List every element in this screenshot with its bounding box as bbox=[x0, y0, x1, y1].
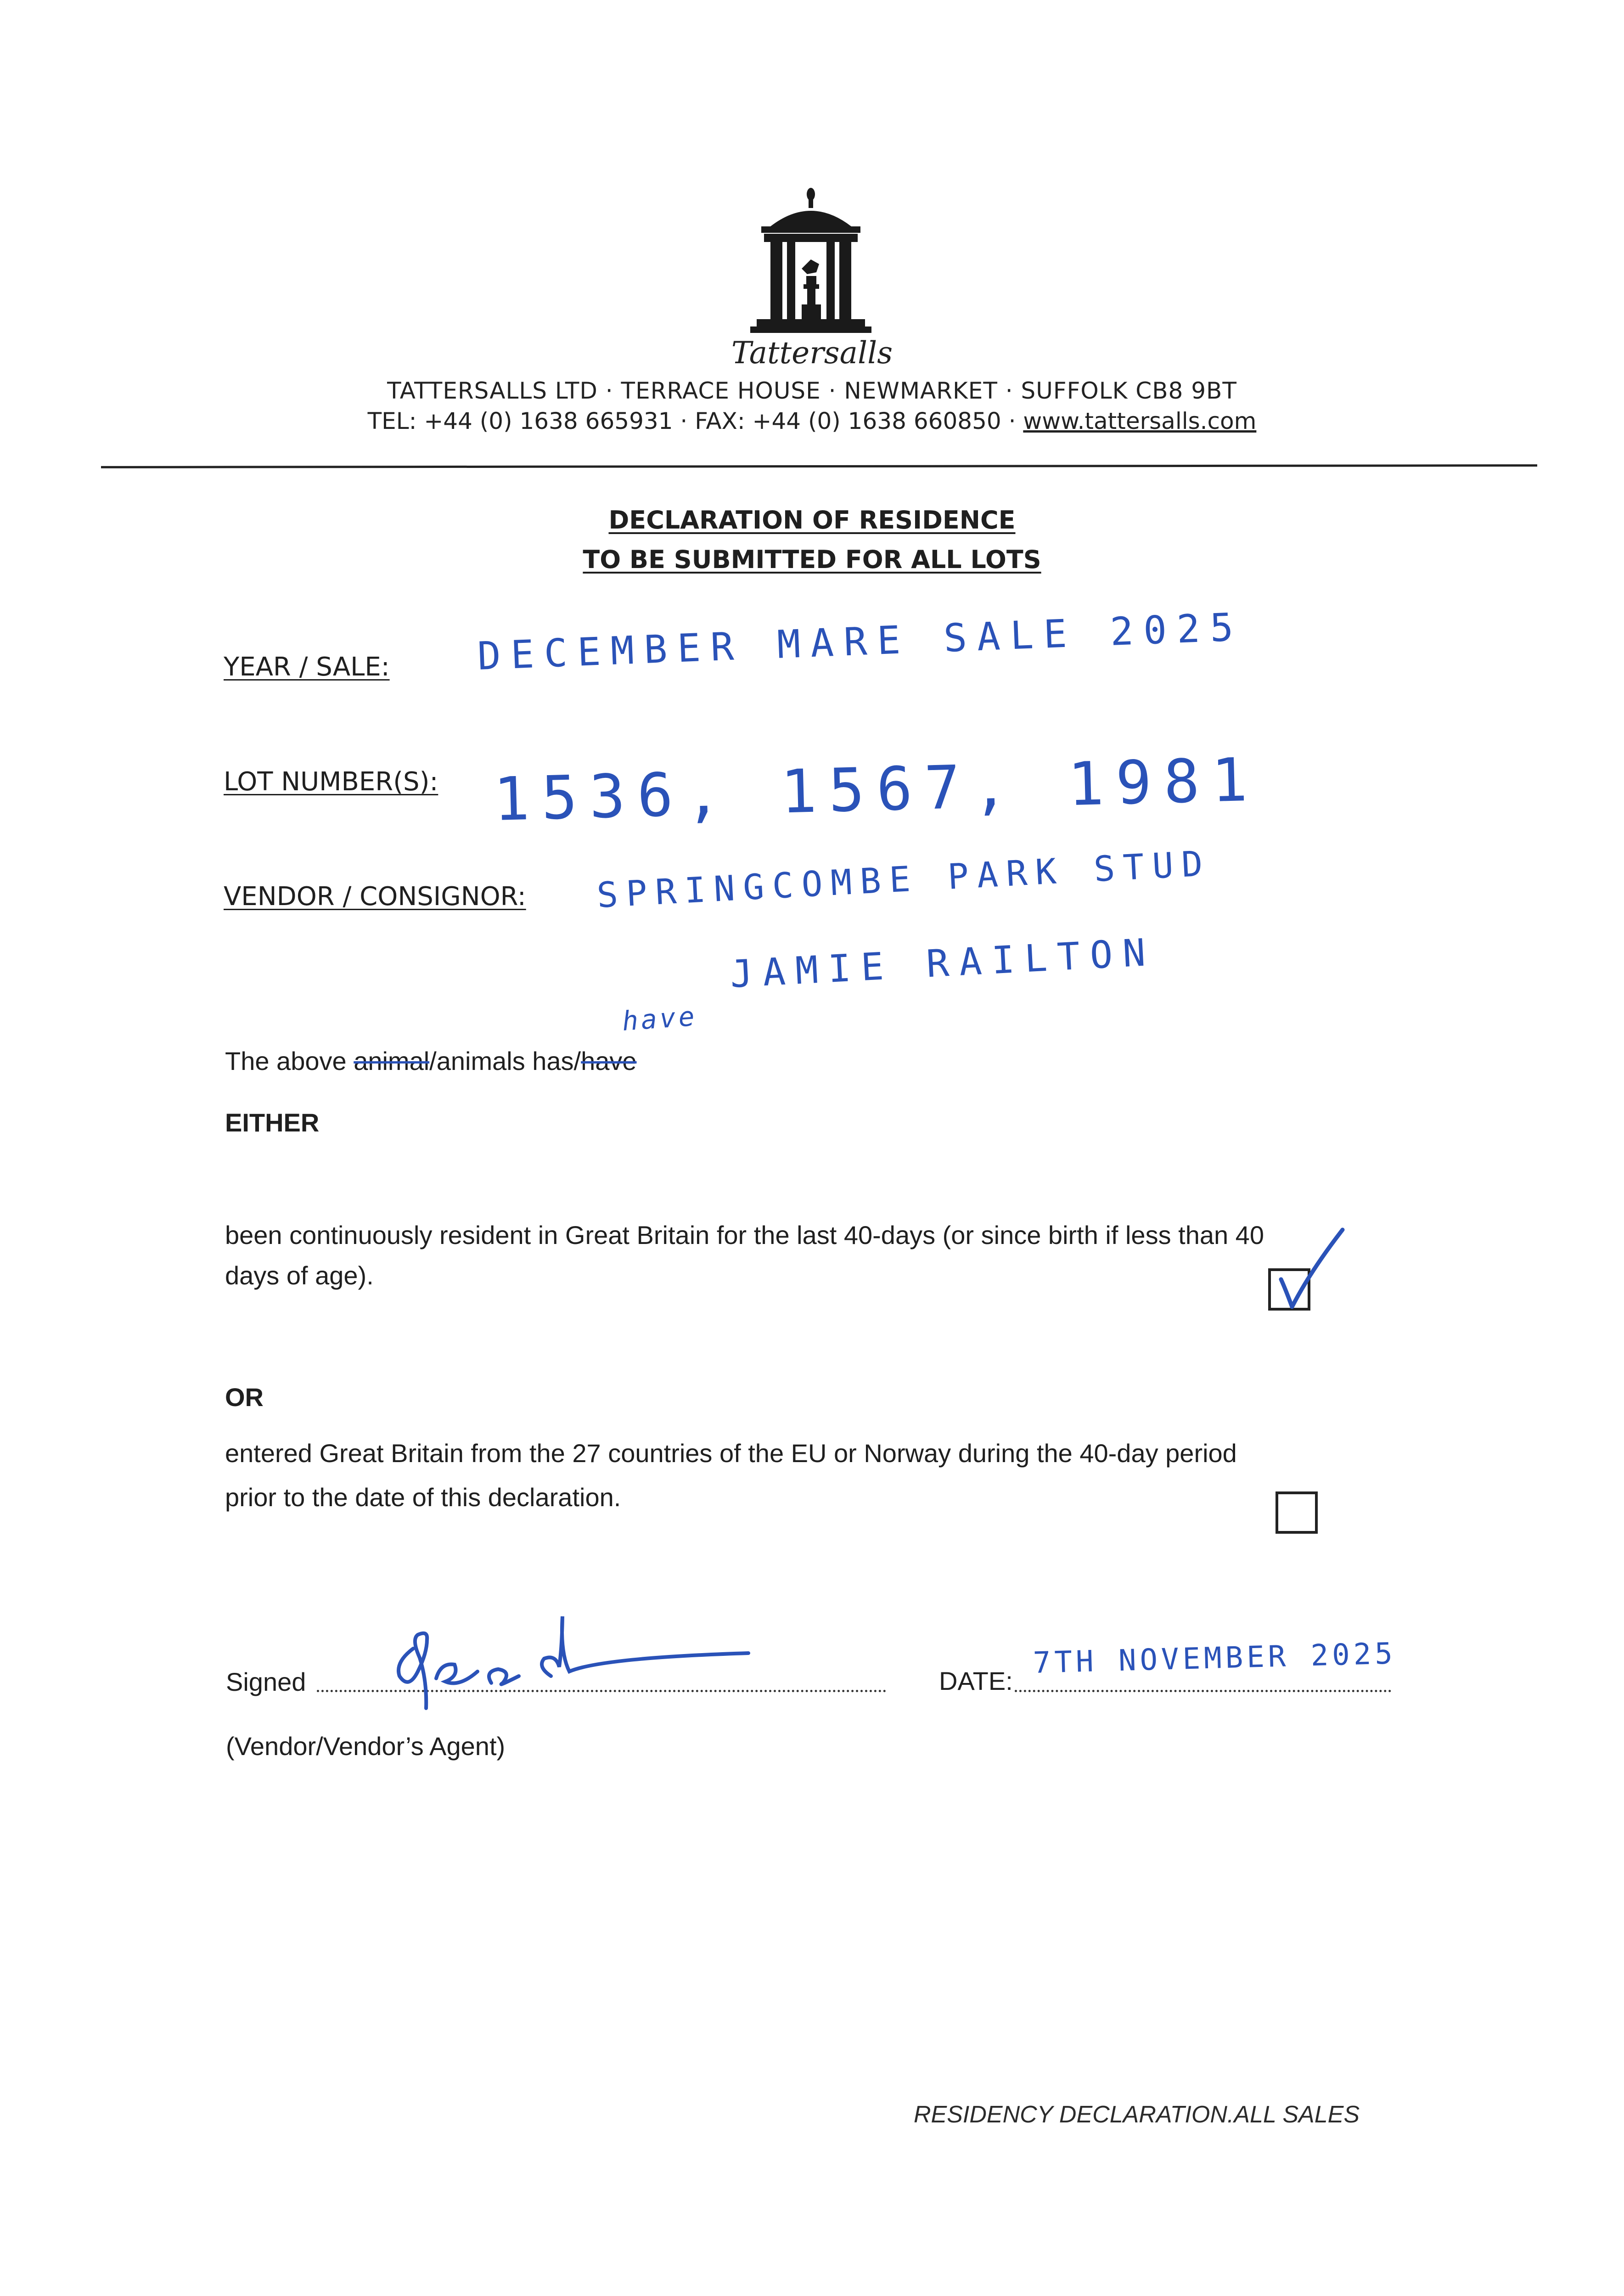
date-line bbox=[1015, 1690, 1391, 1692]
or-checkbox[interactable] bbox=[1276, 1491, 1318, 1534]
vendor-value-line2[interactable]: JAMIE RAILTON bbox=[729, 930, 1157, 996]
brand-name: Tattersalls bbox=[731, 335, 893, 371]
either-checkbox[interactable] bbox=[1268, 1268, 1310, 1311]
lot-number-label: LOT NUMBER(S): bbox=[224, 767, 438, 797]
either-text-line2: days of age). bbox=[225, 1261, 374, 1290]
year-sale-value[interactable]: DECEMBER MARE SALE 2025 bbox=[477, 604, 1244, 679]
statement-line bbox=[225, 1041, 637, 1081]
statement-middle: /animals has/ bbox=[429, 1047, 581, 1075]
contact-line bbox=[0, 408, 1624, 434]
statement-prefix: The above bbox=[225, 1047, 354, 1075]
form-title-line2: TO BE SUBMITTED FOR ALL LOTS bbox=[583, 545, 1041, 574]
header-divider bbox=[101, 464, 1537, 468]
vendor-agent-label: (Vendor/Vendor’s Agent) bbox=[226, 1732, 506, 1761]
or-text-line1: entered Great Britain from the 27 countries of the EU or Norway during the 40-day period bbox=[225, 1439, 1237, 1468]
handwritten-signature[interactable] bbox=[386, 1603, 762, 1722]
either-label: EITHER bbox=[225, 1108, 320, 1137]
or-label: OR bbox=[225, 1383, 264, 1412]
vendor-value-line1[interactable]: SPRINGCOMBE PARK STUD bbox=[596, 842, 1212, 916]
signed-label: Signed bbox=[226, 1667, 306, 1696]
struck-have: have bbox=[581, 1047, 637, 1075]
form-title bbox=[0, 501, 1624, 580]
handwritten-have: have bbox=[621, 1000, 698, 1037]
date-label: DATE: bbox=[939, 1666, 1013, 1695]
phone-fax: TEL: +44 (0) 1638 665931 · FAX: +44 (0) 1638 660850 · bbox=[367, 408, 1023, 434]
form-title-line1: DECLARATION OF RESIDENCE bbox=[608, 506, 1016, 535]
either-text-line1: been continuously resident in Great Britain for the last 40-days (or since birth if less than 40 bbox=[225, 1221, 1264, 1249]
lot-number-value[interactable]: 1536, 1567, 1981 bbox=[493, 744, 1260, 834]
website-link[interactable]: www.tattersalls.com bbox=[1023, 408, 1257, 434]
rotunda-logo-icon bbox=[743, 186, 881, 339]
footer-form-name: RESIDENCY DECLARATION.ALL SALES bbox=[914, 2101, 1360, 2128]
year-sale-label: YEAR / SALE: bbox=[224, 652, 390, 682]
struck-animal: animal bbox=[354, 1047, 430, 1075]
company-address: TATTERSALLS LTD · TERRACE HOUSE · NEWMARKET · SUFFOLK CB8 9BT bbox=[387, 377, 1237, 404]
vendor-label: VENDOR / CONSIGNOR: bbox=[224, 882, 526, 912]
checkmark-icon bbox=[1264, 1221, 1347, 1322]
or-text-line2: prior to the date of this declaration. bbox=[225, 1483, 621, 1512]
date-value[interactable]: 7TH NOVEMBER 2025 bbox=[1033, 1637, 1397, 1680]
